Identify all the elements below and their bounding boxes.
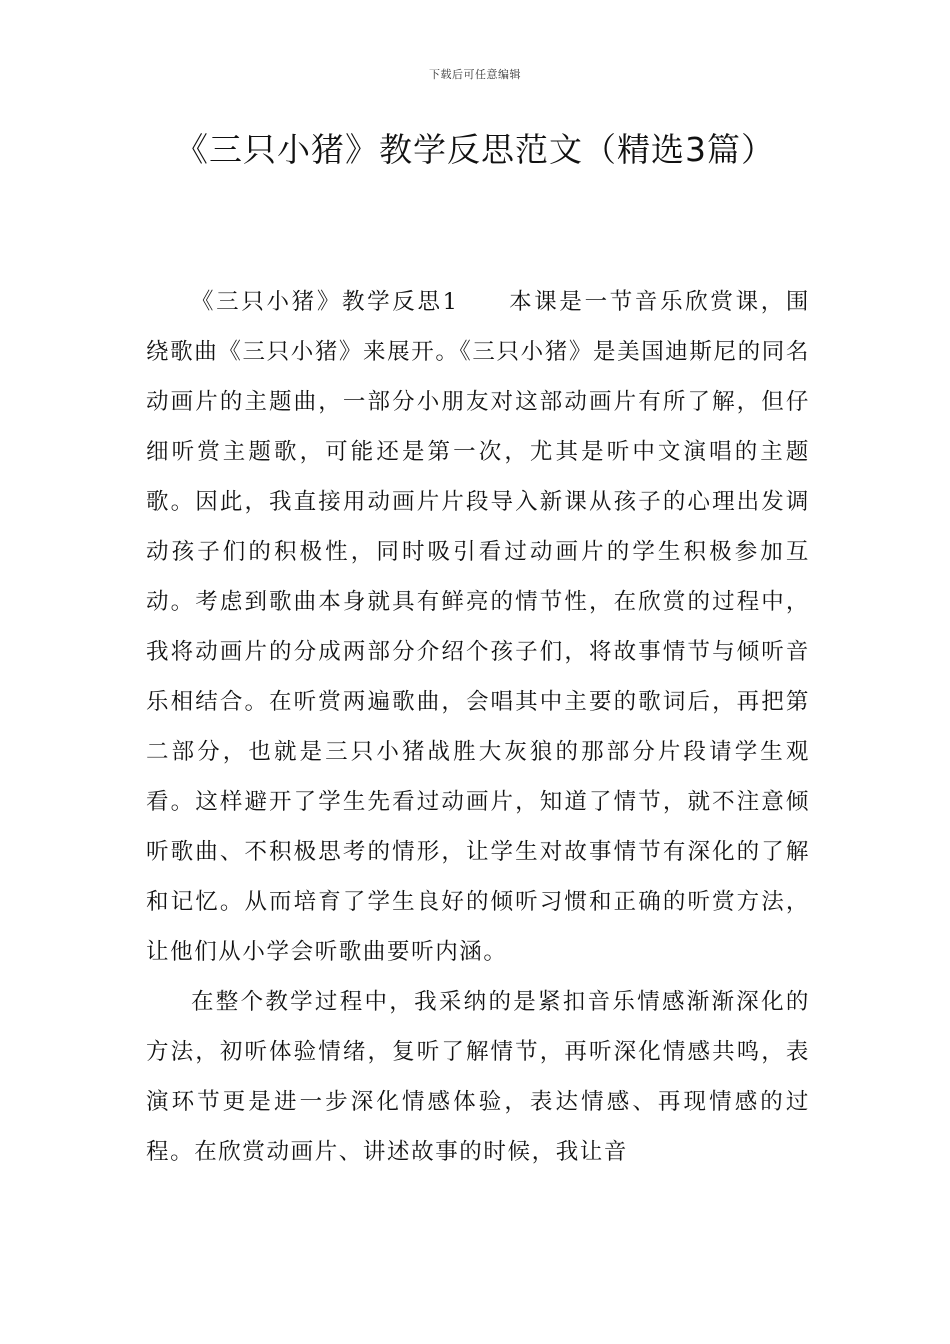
paragraph-2: 在整个教学过程中，我采纳的是紧扣音乐情感渐渐深化的方法，初听体验情绪，复听了解情节，再听深化情感共鸣，表演环节更是进一步深化情感体验，表达情感、再现情感的过程。在欣赏动画片、讲述故事的时候，我让音 xyxy=(146,989,810,1165)
paragraph-1 xyxy=(146,277,810,977)
header-note: 下载后可任意编辑 xyxy=(429,68,521,81)
paragraph-1-text: 本课是一节音乐欣赏课，围绕歌曲《三只小猪》来展开。《三只小猪》是美国迪斯尼的同名动画片的主题曲，一部分小朋友对这部动画片有所了解，但仔细听赏主题歌，可能还是第一次，尤其是听中文演唱的主题歌。因此，我直接用动画片片段导入新课从孩子的心理出发调动孩子们的积极性，同时吸引看过动画片的学生积极参加互动。考虑到歌曲本身就具有鲜亮的情节性，在欣赏的过程中，我将动画片的分成两部分介绍个孩子们，将故事情节与倾听音乐相结合。在听赏两遍歌曲，会唱其中主要的歌词后，再把第二部分，也就是三只小猪战胜大灰狼的那部分片段请学生观看。这样避开了学生先看过动画片，知道了情节，就不注意倾听歌曲、不积极思考的情形，让学生对故事情节有深化的了解和记忆。从而培育了学生良好的倾听习惯和正确的听赏方法，让他们从小学会听歌曲要听内涵。 xyxy=(146,289,810,965)
document-title: 《三只小猪》教学反思范文（精选3篇） xyxy=(175,130,775,169)
section-heading: 《三只小猪》教学反思1 xyxy=(191,289,459,315)
document-body xyxy=(146,277,810,1177)
